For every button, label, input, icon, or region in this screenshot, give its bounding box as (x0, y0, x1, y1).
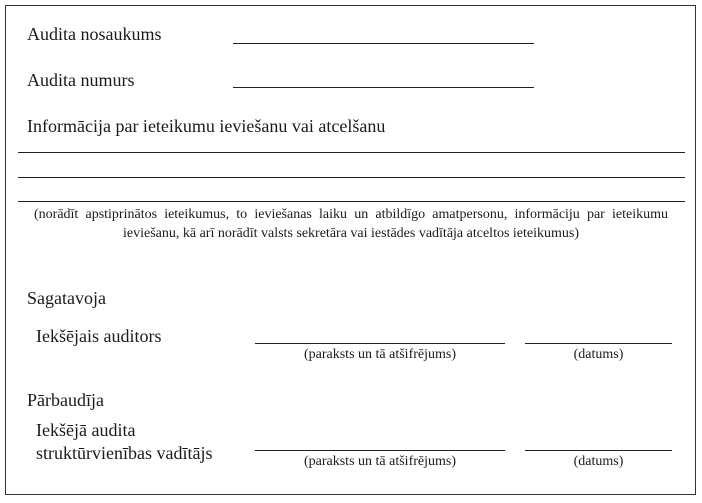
reviewed-signature-field[interactable] (255, 450, 505, 451)
audit-name-label: Audita nosaukums (27, 24, 162, 44)
info-line[interactable] (18, 201, 685, 202)
info-heading: Informācija par ieteikumu ieviešanu vai atcelšanu (27, 116, 386, 136)
audit-name-field[interactable] (233, 43, 534, 44)
prepared-signature-field[interactable] (255, 343, 505, 344)
info-line[interactable] (18, 152, 685, 153)
reviewed-signature-caption: (paraksts un tā atšifrējums) (303, 454, 456, 469)
reviewed-heading: Pārbaudīja (27, 390, 104, 410)
info-note: (norādīt apstiprinātos ieteikumus, to ieviešanas laiku un atbildīgo amatpersonu, informāciju par ieteikumu ieviešanu, kā arī norādīt valsts sekretāra vai iestādes vadītāja atceltos ieteikumus) (34, 207, 668, 241)
prepared-date-caption: (datums) (573, 347, 624, 362)
audit-number-field[interactable] (233, 87, 534, 88)
reviewed-role-line1: Iekšējā audita (36, 420, 136, 440)
reviewed-date-field[interactable] (525, 450, 672, 451)
reviewed-date-caption: (datums) (573, 454, 624, 469)
info-line[interactable] (18, 177, 685, 178)
reviewed-role-line2: struktūrvienības vadītājs (36, 443, 213, 463)
prepared-date-field[interactable] (525, 343, 672, 344)
prepared-signature-caption: (paraksts un tā atšifrējums) (303, 347, 456, 362)
audit-number-label: Audita numurs (27, 70, 135, 90)
prepared-heading: Sagatavoja (27, 288, 106, 308)
prepared-role: Iekšējais auditors (36, 326, 162, 346)
